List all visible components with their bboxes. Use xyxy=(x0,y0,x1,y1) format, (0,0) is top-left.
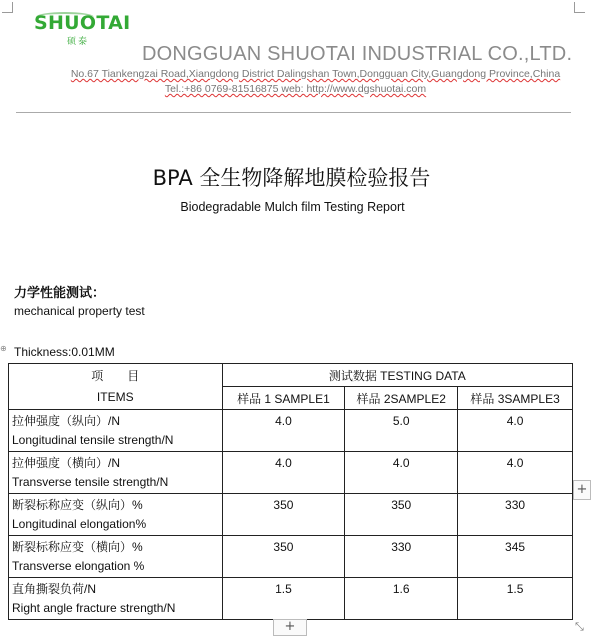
value-cell: 350 xyxy=(222,536,345,578)
value-cell: 1.5 xyxy=(222,578,345,620)
table-row xyxy=(9,494,573,536)
sample-header-1: 样品 1 SAMPLE1 xyxy=(222,387,345,410)
corner-mark-top-left xyxy=(2,2,13,13)
value-cell: 5.0 xyxy=(345,410,458,452)
item-cell xyxy=(9,578,223,620)
item-name-en: Right angle fracture strength/N xyxy=(12,601,176,615)
value-cell: 1.5 xyxy=(458,578,573,620)
value-cell: 350 xyxy=(345,494,458,536)
company-contact xyxy=(0,83,591,95)
value-cell: 345 xyxy=(458,536,573,578)
value-cell: 4.0 xyxy=(222,452,345,494)
item-name-cn: 断裂标称应变（纵向）% xyxy=(12,498,143,512)
logo-chinese: 硕泰 xyxy=(67,37,90,47)
items-header-en: ITEMS xyxy=(96,390,134,404)
thickness-label: Thickness:0.01MM xyxy=(14,345,115,359)
table-row xyxy=(9,410,573,452)
corner-mark-top-right xyxy=(574,2,585,13)
items-header-cell xyxy=(9,364,223,410)
value-cell: 330 xyxy=(458,494,573,536)
item-cell xyxy=(9,452,223,494)
value-cell: 4.0 xyxy=(458,410,573,452)
table-resize-icon[interactable]: ⤡ xyxy=(575,620,584,633)
add-column-button[interactable]: + xyxy=(573,480,591,500)
section-heading-en: mechanical property test xyxy=(14,304,145,318)
value-cell: 350 xyxy=(222,494,345,536)
item-name-cn: 直角撕裂负荷/N xyxy=(12,582,97,596)
item-name-en: Transverse elongation % xyxy=(12,559,145,573)
item-cell xyxy=(9,494,223,536)
table-anchor-icon[interactable]: ⊕ xyxy=(0,344,7,353)
value-cell: 1.6 xyxy=(345,578,458,620)
company-address: No.67 Tiankengzai Road,Xiangdong District Dalingshan Town,Dongguan City,Guangdong Province,China xyxy=(70,68,561,80)
letterhead-divider xyxy=(16,112,571,113)
data-header-cell: 测试数据 TESTING DATA xyxy=(222,364,572,387)
sample-header-3: 样品 3SAMPLE3 xyxy=(458,387,573,410)
item-name-en: Longitudinal tensile strength/N xyxy=(12,433,174,447)
items-header-cn: 项 目 xyxy=(91,369,140,383)
item-name-en: Longitudinal elongation% xyxy=(12,517,147,531)
item-name-cn: 拉伸强度（横向）/N xyxy=(12,456,121,470)
table-row xyxy=(9,452,573,494)
company-name: DONGGUAN SHUOTAI INDUSTRIAL CO.,LTD. xyxy=(142,43,573,65)
value-cell: 4.0 xyxy=(345,452,458,494)
value-cell: 4.0 xyxy=(458,452,573,494)
item-name-en: Transverse tensile strength/N xyxy=(12,475,169,489)
table-row xyxy=(9,578,573,620)
item-cell xyxy=(9,536,223,578)
add-row-button[interactable]: + xyxy=(273,619,307,636)
report-title: BPA 全生物降解地膜检验报告 xyxy=(152,166,431,190)
item-name-cn: 断裂标称应变（横向）% xyxy=(12,540,143,554)
value-cell: 330 xyxy=(345,536,458,578)
item-name-cn: 拉伸强度（纵向）/N xyxy=(12,414,121,428)
sample-header-2: 样品 2SAMPLE2 xyxy=(345,387,458,410)
logo-wordmark: SHUOTAI xyxy=(34,12,131,34)
value-cell: 4.0 xyxy=(222,410,345,452)
item-cell xyxy=(9,410,223,452)
table-row xyxy=(9,536,573,578)
section-heading-cn: 力学性能测试： xyxy=(14,286,106,301)
contact-text: Tel.:+86 0769-81516875 web: http://www.dgshuotai.com xyxy=(164,83,427,95)
table-header-row xyxy=(9,364,573,387)
report-subtitle: Biodegradable Mulch film Testing Report xyxy=(180,200,405,214)
results-table xyxy=(8,363,573,620)
